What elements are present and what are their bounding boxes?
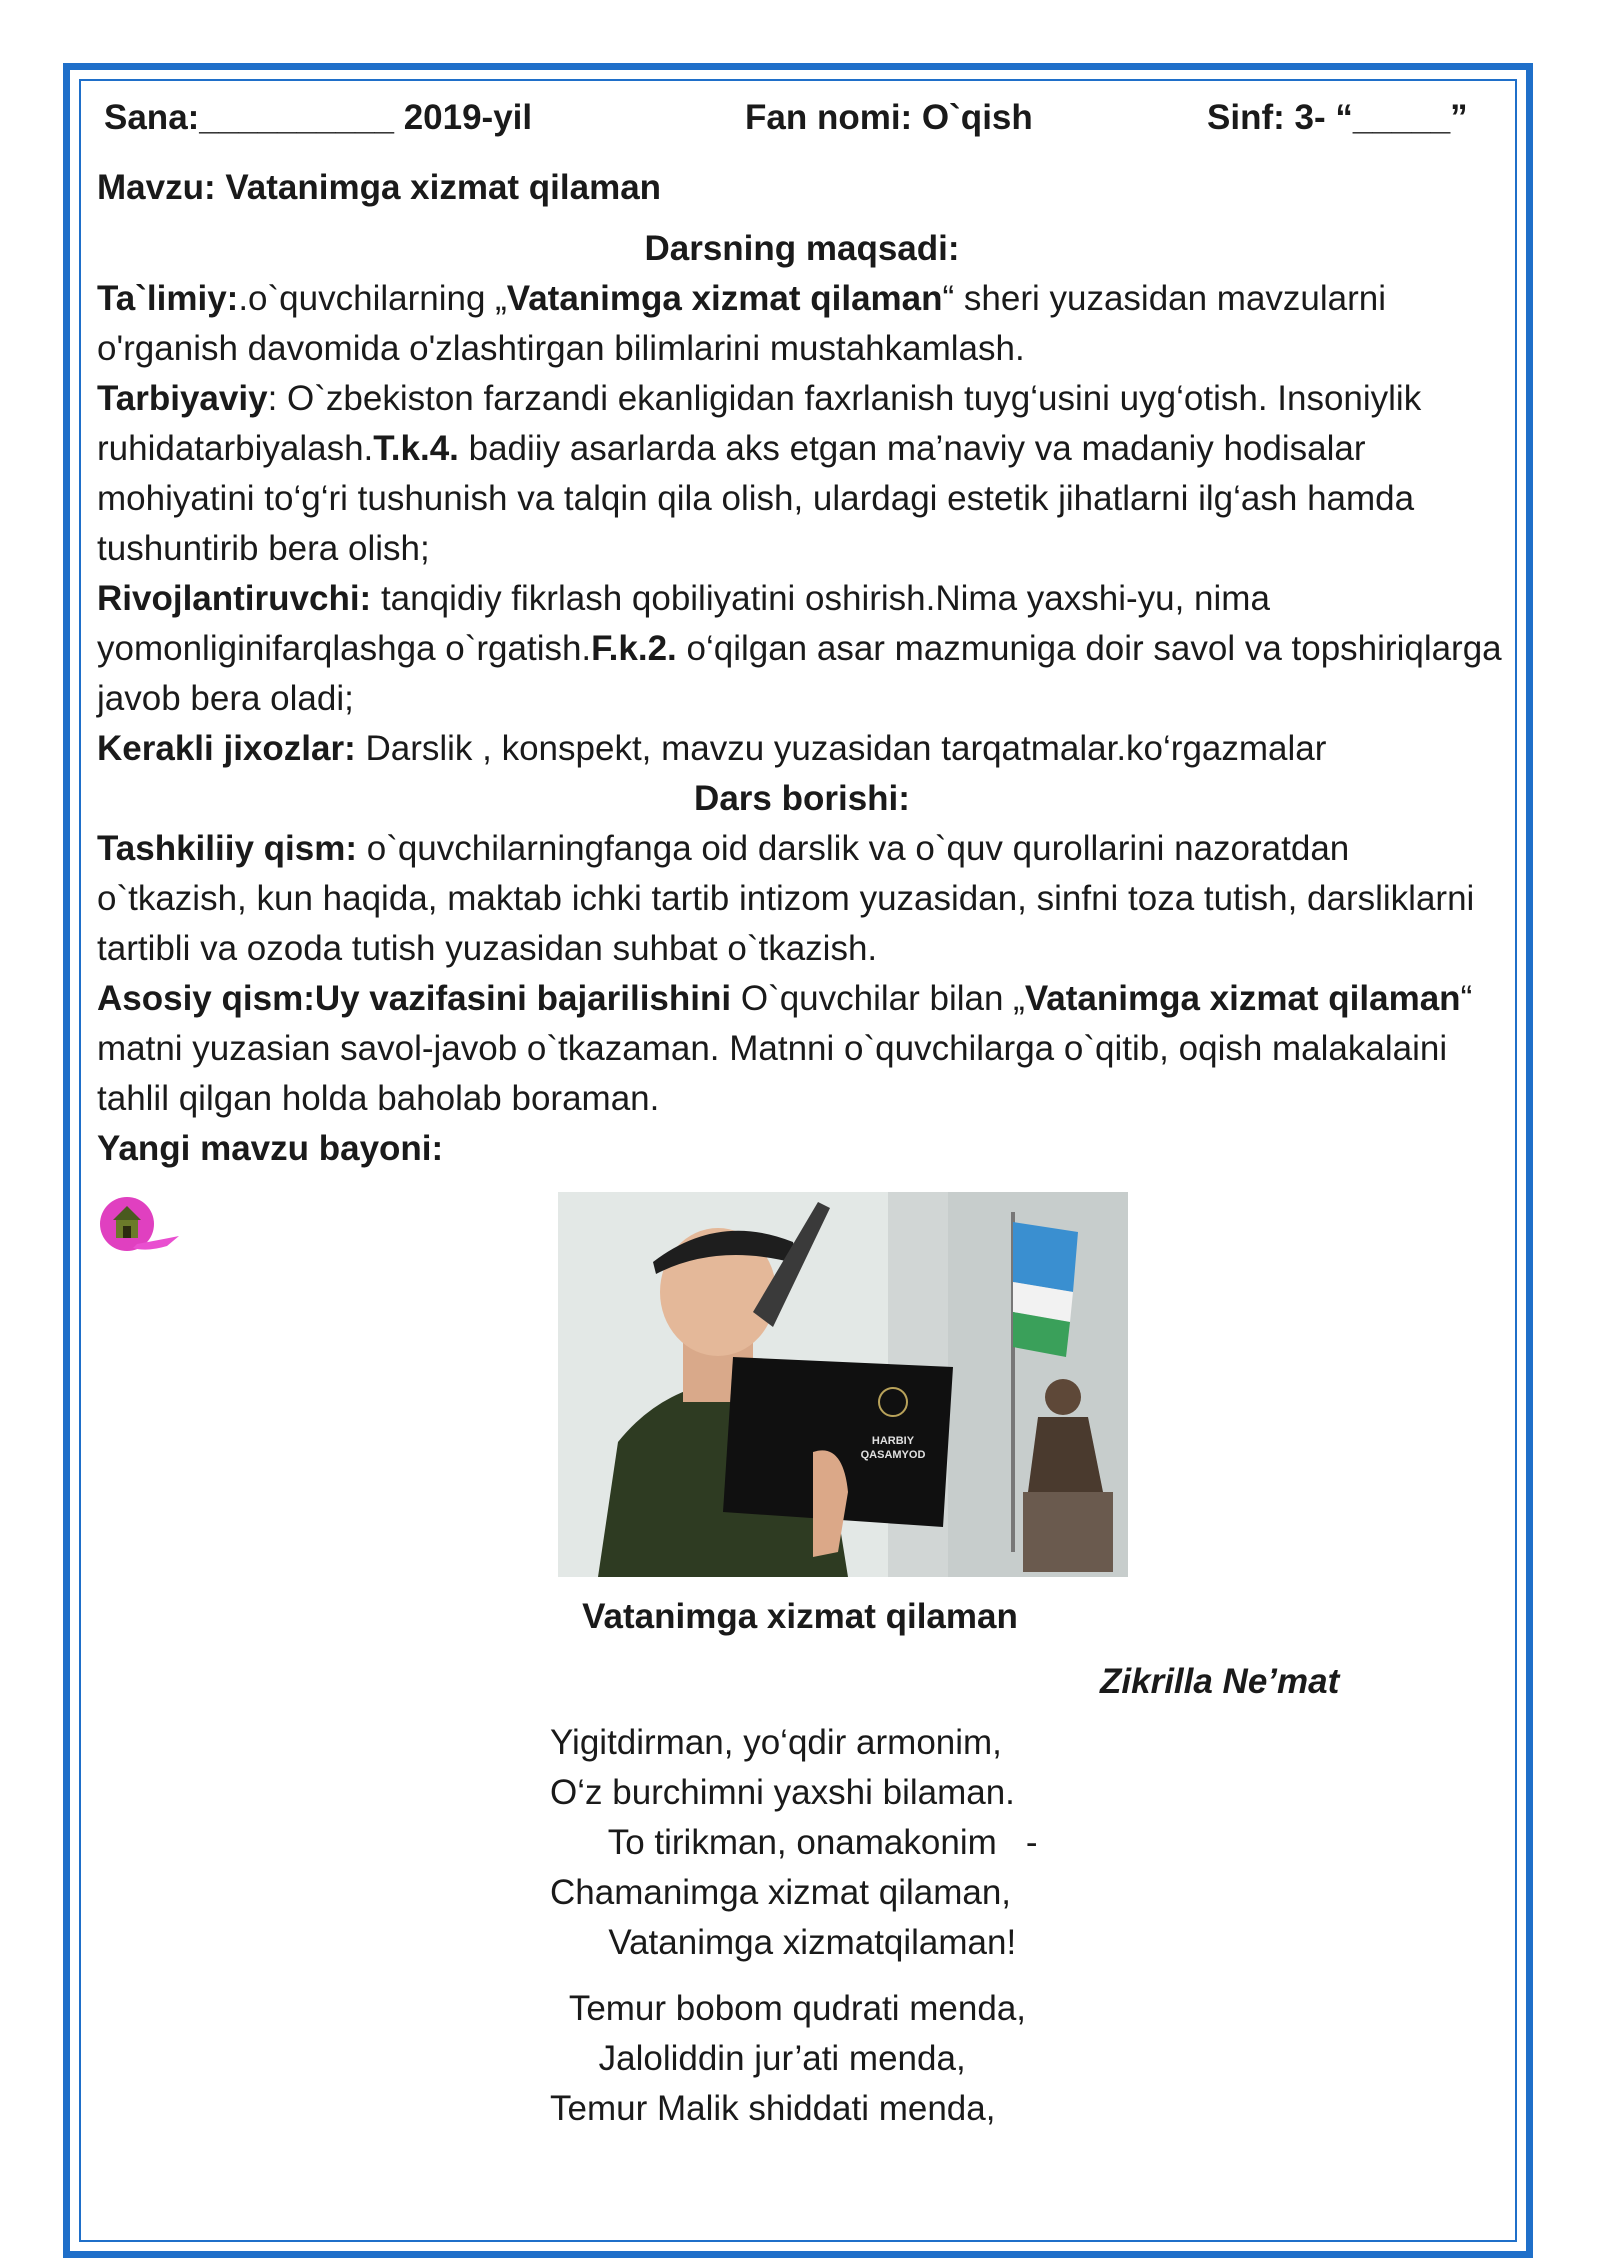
tarbiyaviy-text: : O`zbekiston farzandi ekanligidan faxrlanish tuyg‘usini uyg‘otish. Insoniylik ruhidatarbiyalash. — [97, 379, 1422, 468]
equipment-line — [97, 724, 1507, 774]
tarbiyaviy-label: Tarbiyaviy — [97, 379, 268, 418]
talimiy-text-2: “ sheri yuzasidan mavzularni o'rganish davomida o'zlashtirgan bilimlarini mustahkamlash. — [97, 279, 1387, 368]
poem-title: Vatanimga xizmat qilaman — [582, 1597, 1018, 1636]
talimiy-text: .o`quvchilarning „ — [238, 279, 507, 318]
poem-line: O‘z burchimni yaxshi bilaman. — [550, 1773, 1015, 1812]
poem-author: Zikrilla Ne’mat — [1100, 1662, 1340, 1701]
talimiy-label: Ta`limiy: — [97, 279, 239, 318]
goal-tarbiyaviy — [97, 374, 1507, 574]
goal-rivojlantiruvchi — [97, 574, 1507, 724]
asosiy-title: Vatanimga xizmat qilaman — [1024, 979, 1461, 1018]
new-topic-label — [97, 1124, 1507, 1174]
poem-line: Temur Malik shiddati menda, — [550, 2089, 996, 2128]
tk-code: T.k.4. — [373, 429, 459, 468]
stage-tashkiliy — [97, 824, 1507, 974]
book-label-1: HARBIY — [871, 1435, 915, 1447]
stage-asosiy — [97, 974, 1507, 1124]
rivoj-text-2: o‘qilgan asar mazmuniga doir savol va topshiriqlarga javob bera oladi; — [97, 629, 1502, 718]
goals-heading: Darsning maqsadi: — [644, 229, 960, 268]
equipment-label: Kerakli jixozlar: — [97, 729, 356, 768]
asosiy-label: Asosiy qism:Uy vazifasini bajarilishini — [97, 979, 732, 1018]
asosiy-text-2: “ matni yuzasian savol-javob o`tkazaman. Matnni o`quvchilarga o`qitib, oqish malakalaini tahlil qilgan holda baholab boraman. — [97, 979, 1473, 1118]
poem-line: Jaloliddin jur’ati menda, — [550, 2039, 966, 2078]
stanza-gap — [550, 1968, 1038, 1984]
topic-title: Mavzu: Vatanimga xizmat qilaman — [97, 168, 662, 207]
tarbiyaviy-text-2: badiiy asarlarda aks etgan ma’naviy va madaniy hodisalar mohiyatini to‘g‘ri tushunish va talqin qila olish, ulardagi estetik jihatlarni ilg‘ash hamda tushuntirib bera olish; — [97, 429, 1415, 568]
poem-line: Vatanimga xizmatqilaman! — [550, 1923, 1017, 1962]
tashkiliy-text: o`quvchilarningfanga oid darslik va o`quv qurollarini nazoratdan o`tkazish, kun haqida, maktab ichki tartib intizom yuzasidan, sinfni toza tutish, darsliklarni tartibli va ozoda tutish yuzasidan suhbat o`tkazish. — [97, 829, 1475, 968]
lesson-plan — [97, 90, 1507, 1174]
date-field: Sana:__________ 2019-yil — [104, 98, 533, 137]
fk-code: F.k.2. — [591, 629, 677, 668]
poem-line: To tirikman, onamakonim - — [550, 1823, 1038, 1862]
asosiy-text: O`quvchilar bilan „ — [731, 979, 1025, 1018]
book-label-2: QASAMYOD — [860, 1449, 926, 1461]
goal-talimiy — [97, 274, 1507, 374]
class-field: Sinf: 3- “_____” — [1207, 98, 1468, 137]
soldier-oath-image — [558, 1192, 1128, 1577]
rivoj-label: Rivojlantiruvchi: — [97, 579, 372, 618]
talimiy-title: Vatanimga xizmat qilaman — [506, 279, 943, 318]
tashkiliy-label: Tashkiliiy qism: — [97, 829, 357, 868]
home-icon — [97, 1194, 179, 1254]
poem-text — [550, 1718, 1038, 2134]
poem-line: Temur bobom qudrati menda, — [550, 1989, 1027, 2028]
rivoj-text: tanqidiy fikrlash qobiliyatini oshirish.Nima yaxshi-yu, nima yomonliginifarqlashga o`rgatish. — [97, 579, 1270, 668]
subject-field: Fan nomi: O`qish — [745, 98, 1033, 137]
poem-line: Chamanimga xizmat qilaman, — [550, 1873, 1012, 1912]
equipment-text: Darslik , konspekt, mavzu yuzasidan tarqatmalar.ko‘rgazmalar — [355, 729, 1327, 768]
process-heading: Dars borishi: — [694, 779, 910, 818]
yangi-label: Yangi mavzu bayoni: — [97, 1129, 444, 1168]
header-row — [97, 90, 1507, 152]
poem-line: Yigitdirman, yo‘qdir armonim, — [550, 1723, 1002, 1762]
